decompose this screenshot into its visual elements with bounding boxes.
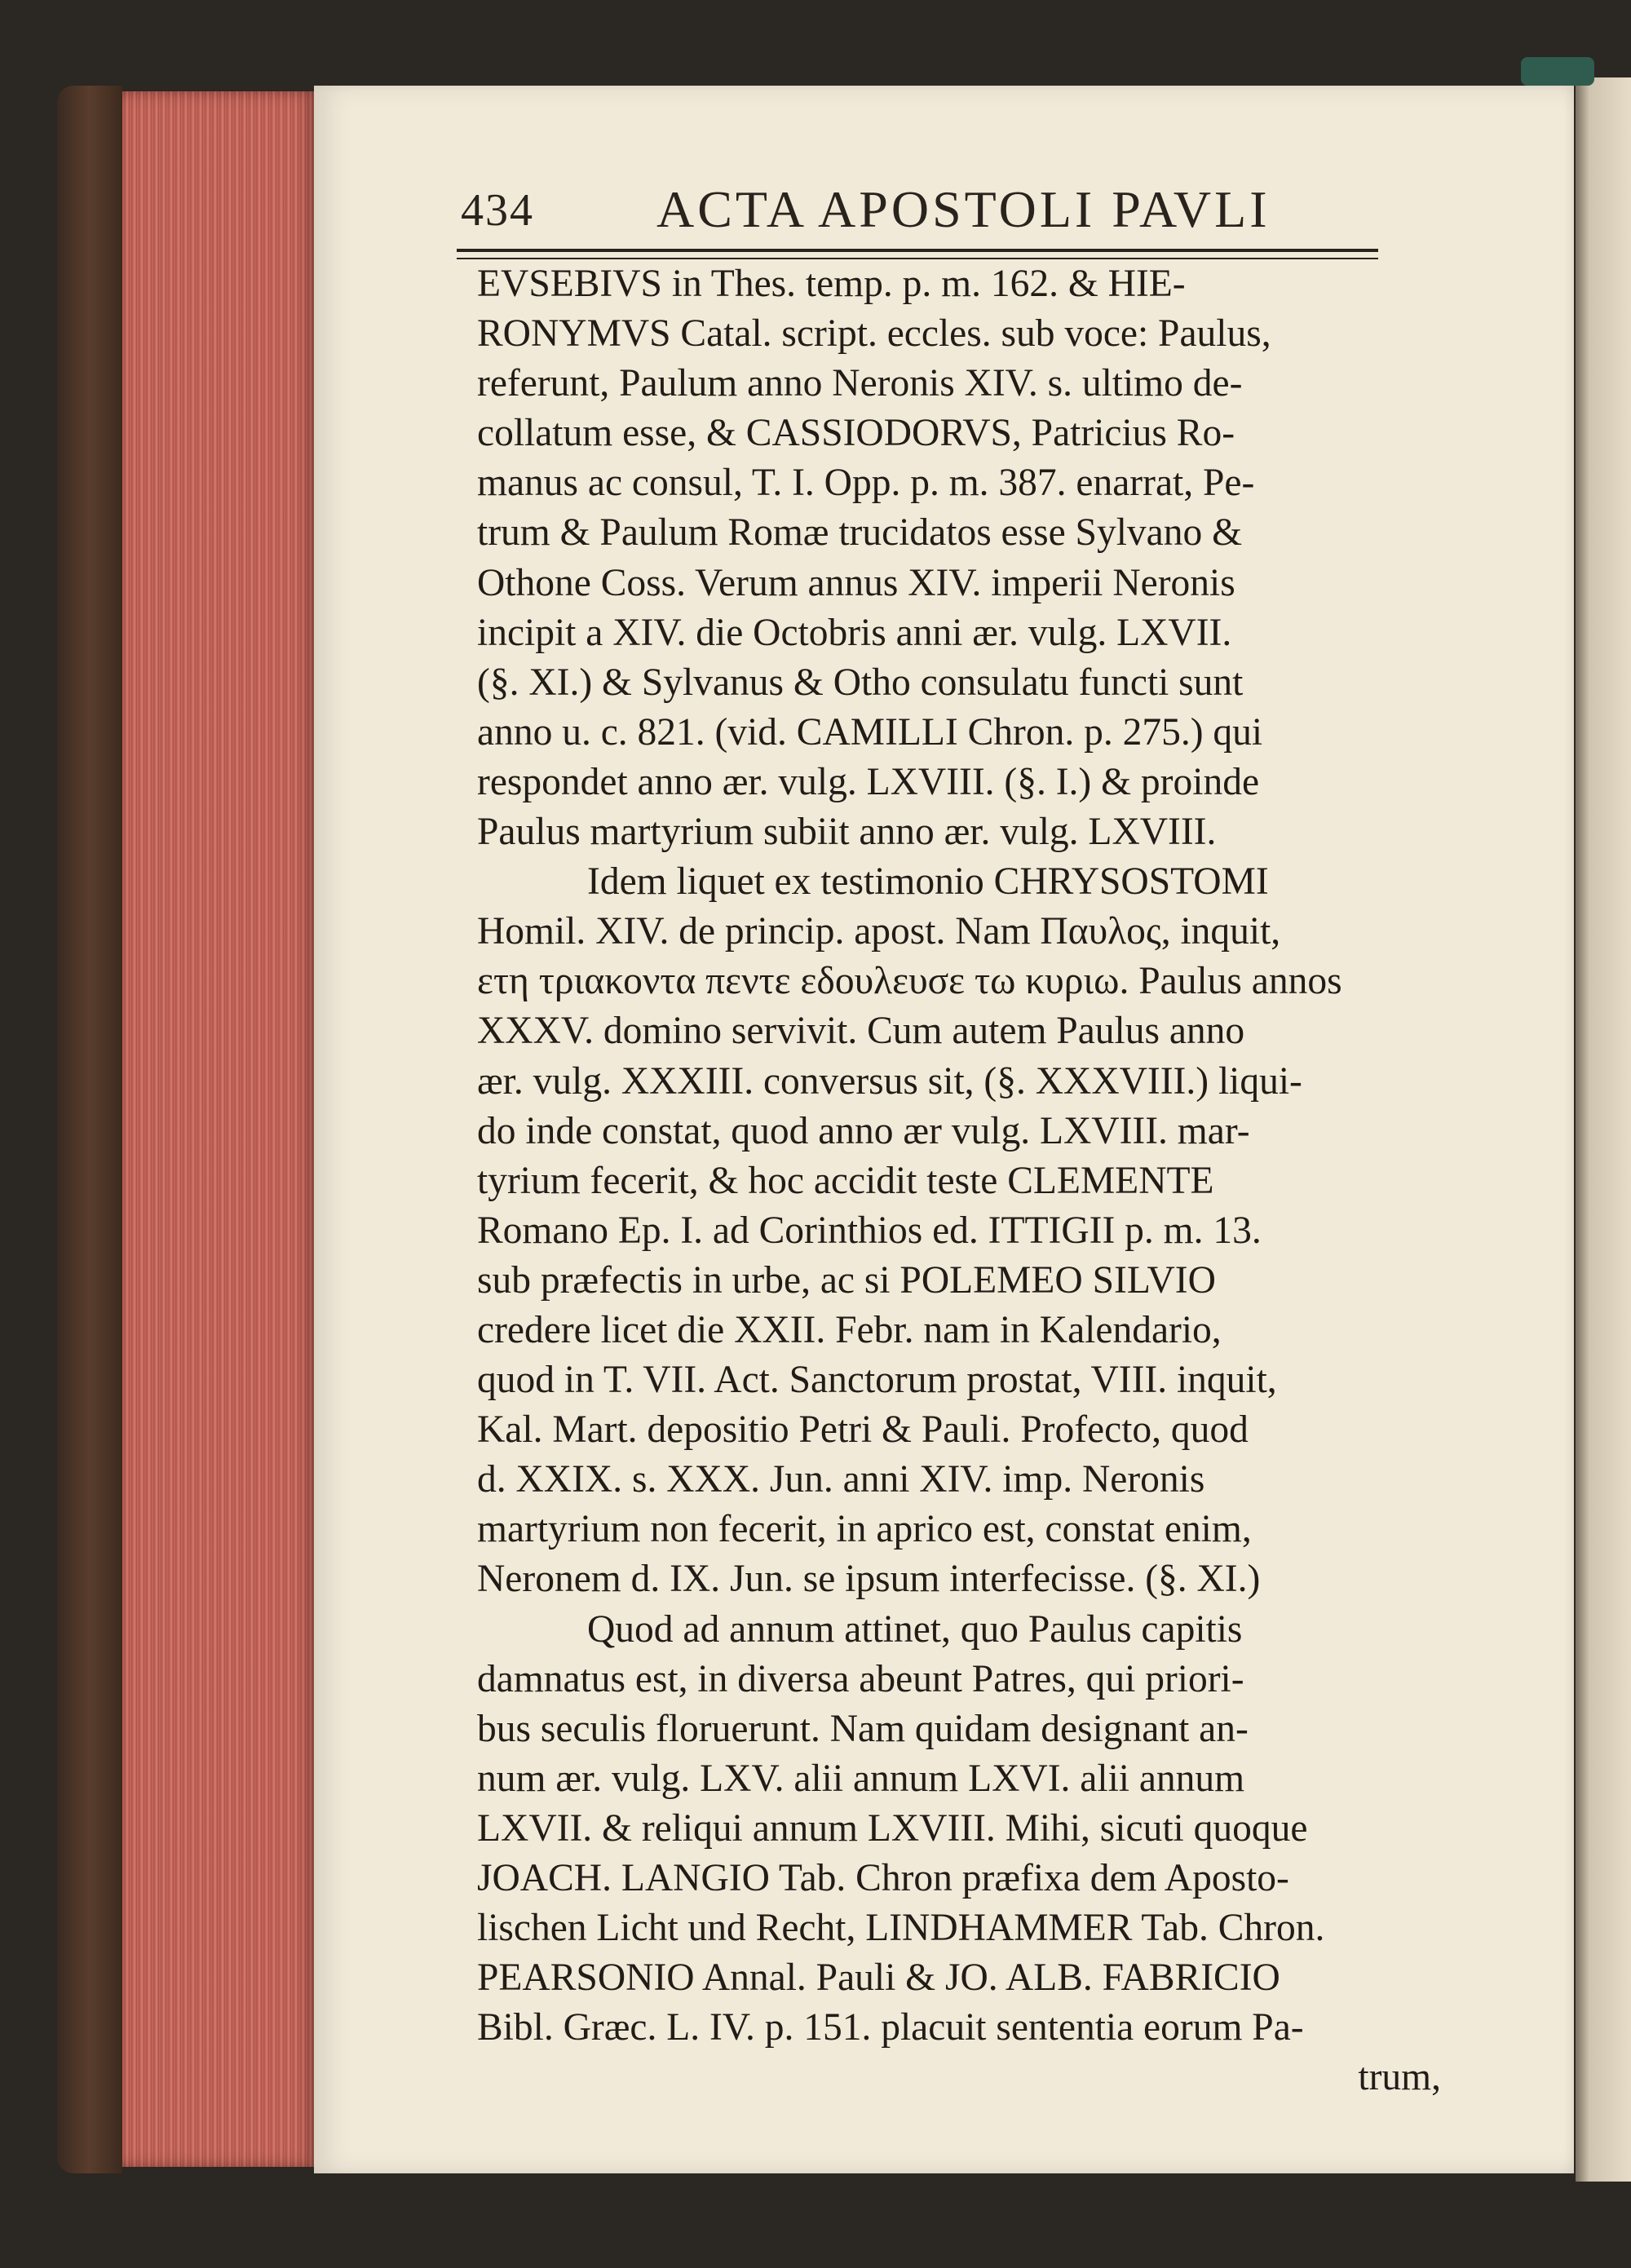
page-number: 434 <box>461 185 534 236</box>
text-line: num ær. vulg. LXV. alii annum LXVI. alii annum <box>477 1757 1245 1800</box>
book-cover-left <box>57 86 122 2173</box>
text-line: Neronem d. IX. Jun. se ipsum interfecisse. (§. XI.) <box>477 1558 1261 1601</box>
header-rule <box>457 249 1378 252</box>
text-line: bus seculis floruerunt. Nam quidam designant an- <box>477 1707 1249 1750</box>
text-line: Romano Ep. I. ad Corinthios ed. ITTIGII p. m. 13. <box>477 1209 1262 1252</box>
text-line: RONYMVS Catal. script. eccles. sub voce: Paulus, <box>477 312 1271 356</box>
text-line: lischen Licht und Recht, LINDHAMMER Tab. Chron. <box>477 1907 1325 1950</box>
page-header <box>461 179 1374 245</box>
text-line: credere licet die XXII. Febr. nam in Kalendario, <box>477 1308 1222 1351</box>
text-line: d. XXIX. s. XXX. Jun. anni XIV. imp. Neronis <box>477 1458 1205 1501</box>
text-line: EVSEBIVS in Thes. temp. p. m. 162. & HIE- <box>477 263 1186 305</box>
text-line: sub præfectis in urbe, ac si POLEMEO SILVIO <box>477 1258 1216 1302</box>
text-line: LXVII. & reliqui annum LXVIII. Mihi, sicuti quoque <box>477 1806 1308 1850</box>
text-line: quod in T. VII. Act. Sanctorum prostat, VIII. inquit, <box>477 1359 1277 1402</box>
text-line: referunt, Paulum anno Neronis XIV. s. ultimo de- <box>477 362 1243 405</box>
text-line: collatum esse, & CASSIODORVS, Patricius Ro- <box>477 412 1235 455</box>
text-line: martyrium non fecerit, in aprico est, constat enim, <box>477 1508 1252 1551</box>
text-line: PEARSONIO Annal. Pauli & JO. ALB. FABRICIO <box>477 1956 1280 2000</box>
text-line: Bibl. Græc. L. IV. p. 151. placuit sententia eorum Pa- <box>477 2006 1304 2049</box>
text-line: Kal. Mart. depositio Petri & Pauli. Profecto, quod <box>477 1408 1249 1452</box>
text-line: Paulus martyrium subiit anno ær. vulg. LXVIII. <box>477 811 1217 854</box>
text-line: tyrium fecerit, & hoc accidit teste CLEMENTE <box>477 1159 1214 1202</box>
text-line-paragraph-start: Quod ad annum attinet, quo Paulus capitis <box>587 1607 1243 1651</box>
facing-page-edge <box>1576 77 1631 2182</box>
text-line: damnatus est, in diversa abeunt Patres, qui priori- <box>477 1657 1244 1700</box>
text-line: incipit a XIV. die Octobris anni ær. vulg. LXVII. <box>477 611 1232 654</box>
text-line: JOACH. LANGIO Tab. Chron præfixa dem Aposto- <box>477 1857 1289 1899</box>
text-line: ær. vulg. XXXIII. conversus sit, (§. XXXVIII.) liqui- <box>477 1059 1302 1103</box>
running-title: ACTA APOSTOLI PAVLI <box>656 180 1271 238</box>
text-line: anno u. c. 821. (vid. CAMILLI Chron. p. 275.) qui <box>477 710 1263 754</box>
text-line: manus ac consul, T. I. Opp. p. m. 387. enarrat, Pe- <box>477 462 1255 505</box>
catchword: trum, <box>1358 2056 1441 2099</box>
text-line: (§. XI.) & Sylvanus & Otho consulatu functi sunt <box>477 661 1244 704</box>
body-text <box>477 259 1474 2102</box>
text-line: Homil. XIV. de princip. apost. Nam Παυλος, inquit, <box>477 910 1281 953</box>
text-line: trum & Paulum Romæ trucidatos esse Sylvano & <box>477 511 1243 555</box>
page-edges <box>122 91 318 2167</box>
bookmark-ribbon <box>1521 57 1594 86</box>
text-line: Othone Coss. Verum annus XIV. imperii Neronis <box>477 561 1235 604</box>
text-line-paragraph-start: Idem liquet ex testimonio CHRYSOSTOMI <box>587 860 1269 904</box>
text-line: do inde constat, quod anno ær vulg. LXVIII. mar- <box>477 1109 1250 1152</box>
text-line: XXXV. domino servivit. Cum autem Paulus anno <box>477 1010 1245 1053</box>
text-line-greek: ετη τριακοντα πεντε εδουλευσε τω κυριω. Paulus annos <box>477 960 1342 1003</box>
text-line: respondet anno ær. vulg. LXVIII. (§. I.) & proinde <box>477 760 1260 803</box>
